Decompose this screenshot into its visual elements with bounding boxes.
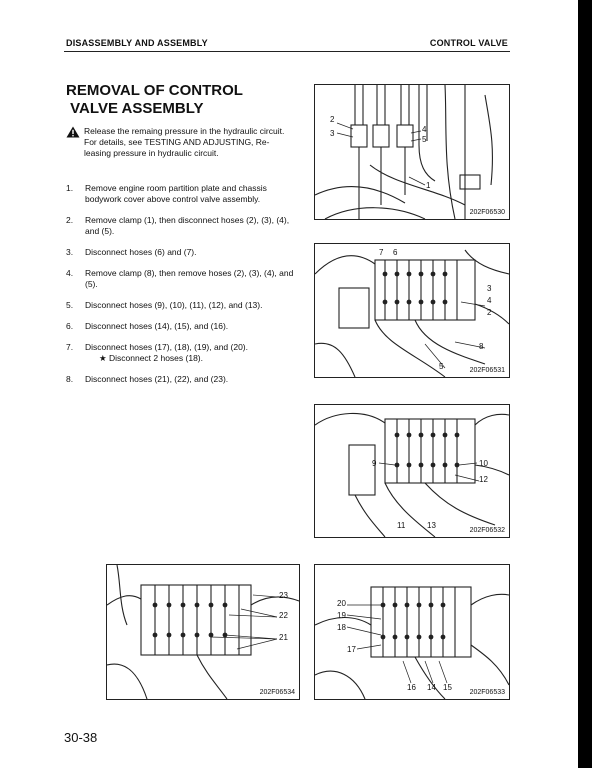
warning-text: Release the remaing pressure in the hydraulic circuit.: [84, 126, 285, 136]
figure-hoses-9-13: [314, 404, 510, 538]
callout-1: 1: [426, 181, 431, 190]
callout-6: 6: [393, 248, 398, 257]
step-2: 2. Remove clamp (1), then disconnect hoses (2), (3), (4), and (5).: [66, 215, 290, 236]
step-7-note: ★ Disconnect 2 hoses (18).: [99, 353, 204, 363]
figure-drawing: [107, 565, 299, 699]
callout-12: 12: [479, 475, 488, 484]
callout-5: 5: [422, 135, 427, 144]
chapter-header: CONTROL VALVE: [429, 38, 508, 48]
step-7: 7. Disconnect hoses (17), (18), (19), and (20). ★ Disconnect 2 hoses (18).: [66, 342, 298, 364]
figure-drawing: [315, 85, 509, 219]
callout-18: 18: [337, 623, 346, 632]
figure-drawing: [315, 565, 509, 699]
callout-2: 2: [330, 115, 335, 124]
callout-2: 2: [487, 308, 492, 317]
step-5: 5. Disconnect hoses (9), (10), (11), (12), and (13).: [66, 300, 263, 310]
warning-note: [66, 126, 296, 159]
callout-13: 13: [427, 521, 436, 530]
step-6: 6. Disconnect hoses (14), (15), and (16).: [66, 321, 229, 331]
callout-11: 11: [397, 521, 406, 530]
callout-17: 17: [347, 645, 356, 654]
callout-5: 5: [439, 362, 444, 371]
callout-16: 16: [407, 683, 416, 692]
figure-code: 202F06532: [469, 527, 505, 534]
callout-3: 3: [487, 284, 492, 293]
figure-hose-clamp: [314, 84, 510, 220]
figure-code: 202F06530: [469, 209, 505, 216]
callout-9: 9: [372, 459, 377, 468]
section-header: DISASSEMBLY AND ASSEMBLY: [66, 38, 208, 48]
figure-drawing: [315, 244, 509, 377]
callout-23: 23: [279, 591, 288, 600]
figure-code: 202F06534: [259, 689, 295, 696]
figure-drawing: [315, 405, 509, 537]
callout-14: 14: [427, 683, 436, 692]
callout-4: 4: [422, 125, 427, 134]
figure-hoses-21-23: [106, 564, 300, 700]
warning-triangle-icon: [66, 126, 80, 138]
callout-20: 20: [337, 599, 346, 608]
callout-10: 10: [479, 459, 488, 468]
callout-15: 15: [443, 683, 452, 692]
header-rule: [64, 51, 510, 52]
figure-hoses-14-20: [314, 564, 510, 700]
figure-code: 202F06533: [469, 689, 505, 696]
figure-hose-clamp-8: [314, 243, 510, 378]
step-4: 4. Remove clamp (8), then remove hoses (2), (3), (4), and (5).: [66, 268, 294, 289]
warning-reference: For details, see TESTING AND ADJUSTING, Re-leasing pressure in hydraulic circuit.: [84, 137, 270, 158]
callout-7: 7: [379, 248, 384, 257]
step-3: 3. Disconnect hoses (6) and (7).: [66, 247, 197, 257]
page-title: REMOVAL OF CONTROL VALVE ASSEMBLY: [66, 82, 243, 117]
right-border: [578, 0, 592, 768]
page-number: 30-38: [64, 730, 98, 745]
callout-19: 19: [337, 611, 346, 620]
figure-code: 202F06531: [469, 367, 505, 374]
callout-3: 3: [330, 129, 335, 138]
callout-8: 8: [479, 342, 484, 351]
procedure-steps: [66, 183, 298, 385]
callout-4: 4: [487, 296, 492, 305]
step-8: 8. Disconnect hoses (21), (22), and (23).: [66, 374, 229, 384]
callout-21: 21: [279, 633, 288, 642]
step-1: 1. Remove engine room partition plate and chassis bodywork cover above control valve assembly.: [66, 183, 267, 204]
callout-22: 22: [279, 611, 288, 620]
